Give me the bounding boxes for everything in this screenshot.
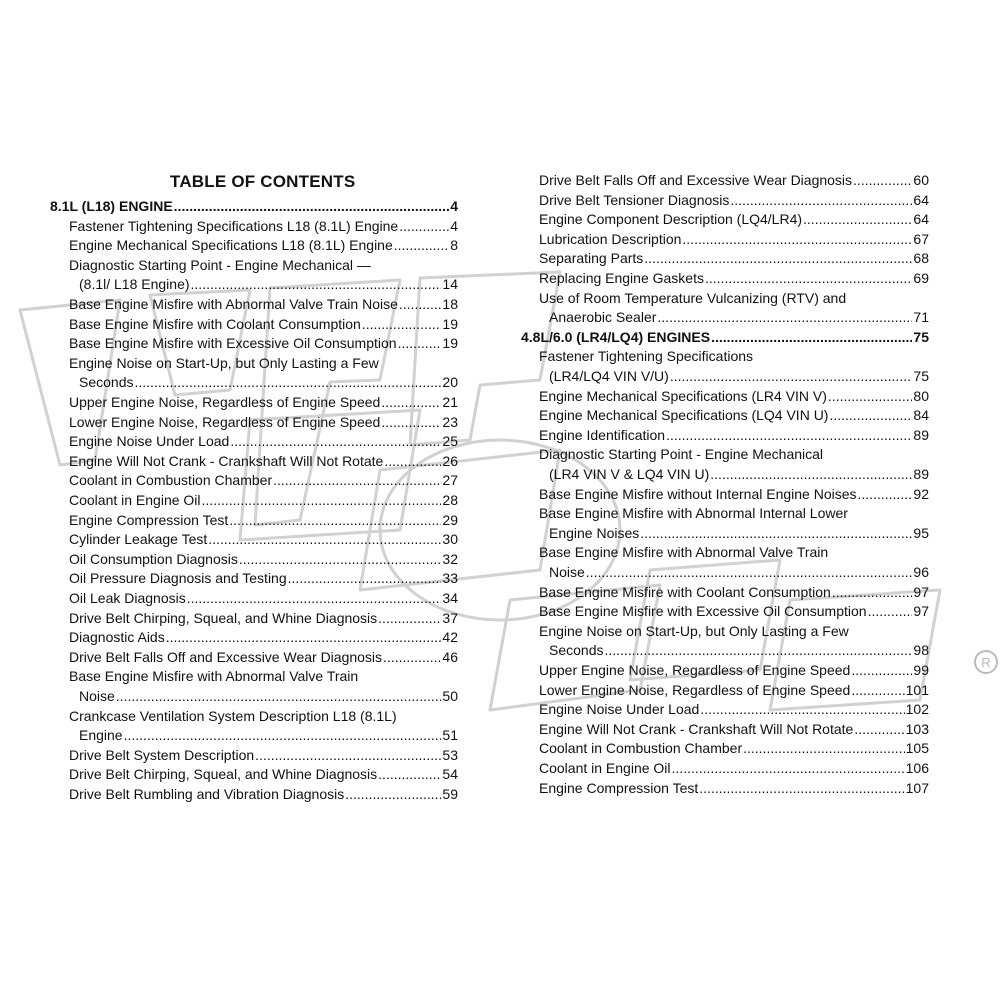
toc-entry <box>50 569 458 589</box>
toc-entry <box>50 471 458 491</box>
toc-entry <box>521 543 929 582</box>
toc-entry-title: Drive Belt System Description <box>69 746 255 763</box>
toc-leader-dots <box>604 641 912 661</box>
toc-page-number: 102 <box>905 701 929 718</box>
toc-page-number: 99 <box>913 662 929 678</box>
toc-leader-dots <box>644 249 912 269</box>
toc-leader-dots <box>858 485 913 505</box>
toc-leader-dots <box>394 236 449 256</box>
toc-page-number: 106 <box>905 760 929 776</box>
toc-page-number: 20 <box>442 374 458 391</box>
toc-page-number: 97 <box>913 583 929 600</box>
toc-leader-dots <box>134 373 441 393</box>
toc-leader-dots <box>208 530 441 550</box>
toc-leader-dots <box>666 426 912 446</box>
toc-entry <box>50 648 458 668</box>
toc-page-number: 4 <box>450 198 458 214</box>
toc-entry <box>521 210 929 230</box>
toc-entry <box>50 785 458 805</box>
toc-page-number: 27 <box>442 472 458 489</box>
toc-entry-title: Replacing Engine Gaskets <box>539 270 704 286</box>
toc-page-number: 29 <box>442 511 458 528</box>
toc-leader-dots <box>187 589 442 609</box>
toc-entry-title: Engine Will Not Crank - Crankshaft Will Not Rotate <box>69 452 384 469</box>
toc-leader-dots <box>699 779 904 799</box>
toc-entry-title: Engine Mechanical Specifications (LQ4 VIN U) <box>539 407 829 424</box>
toc-entry <box>521 700 929 720</box>
toc-entry <box>521 739 929 759</box>
toc-entry-title: Base Engine Misfire with Abnormal Valve Train <box>539 544 829 561</box>
toc-entry <box>50 550 458 570</box>
toc-page-number: 8 <box>450 237 458 254</box>
toc-entry <box>521 249 929 269</box>
toc-entry-title: Oil Leak Diagnosis <box>69 590 186 606</box>
toc-page-number: 25 <box>442 433 458 450</box>
toc-entry-title: Use of Room Temperature Vulcanizing (RTV) and <box>539 289 847 306</box>
toc-entry-title: Diagnostic Starting Point - Engine Mechanical — <box>69 256 371 273</box>
toc-entry-title: Engine Compression Test <box>69 511 229 528</box>
toc-leader-dots <box>166 628 442 648</box>
toc-entry-title: Drive Belt Tensioner Diagnosis <box>539 191 730 208</box>
toc-entry-title: Base Engine Misfire with Excessive Oil Consumption <box>69 335 397 352</box>
toc-leader-dots <box>255 746 441 766</box>
toc-entry <box>521 602 929 622</box>
toc-leader-dots <box>868 602 913 622</box>
toc-entry-title: Engine Component Description (LQ4/LR4) <box>539 211 803 228</box>
toc-entry <box>521 347 929 386</box>
toc-page-number: 105 <box>905 740 929 757</box>
toc-leader-dots <box>586 563 913 583</box>
toc-entry <box>50 236 458 256</box>
toc-page-number: 84 <box>913 407 929 424</box>
toc-entry-title: Coolant in Engine Oil <box>539 760 671 776</box>
toc-leader-dots <box>670 367 913 387</box>
toc-entry <box>521 681 929 701</box>
toc-leader-dots <box>828 387 913 407</box>
toc-entry-title-cont: Engine <box>79 727 123 744</box>
toc-entry-title: Fastener Tightening Specifications <box>539 348 754 365</box>
toc-leader-dots <box>230 432 441 452</box>
toc-entry-title: Engine Noise Under Load <box>69 433 230 450</box>
toc-page-number: 30 <box>442 531 458 548</box>
toc-page-number: 95 <box>913 524 929 541</box>
toc-entry-title: Separating Parts <box>539 250 644 267</box>
toc-entry-title: Coolant in Combustion Chamber <box>69 472 273 489</box>
toc-entry <box>521 191 929 211</box>
toc-entry-title: Engine Compression Test <box>539 779 699 796</box>
toc-leader-dots <box>384 452 441 472</box>
toc-entry-title: Drive Belt Chirping, Squeal, and Whine Diagnosis <box>69 766 378 783</box>
toc-leader-dots <box>362 315 442 335</box>
toc-entry <box>50 334 458 354</box>
toc-entry-title: Engine Will Not Crank - Crankshaft Will Not Rotate <box>539 720 854 737</box>
toc-leader-dots <box>682 230 912 250</box>
toc-entry-title-cont: Noise <box>549 563 585 580</box>
toc-leader-dots <box>640 524 912 544</box>
toc-page-number: 26 <box>442 452 458 469</box>
toc-entry-title: Lower Engine Noise, Regardless of Engine Speed <box>69 413 381 430</box>
toc-leader-dots <box>730 191 912 211</box>
toc-entry-title-cont: (LR4/LQ4 VIN V/U) <box>549 367 669 384</box>
toc-leader-dots <box>399 217 449 237</box>
toc-page-number: 51 <box>442 727 458 744</box>
toc-entry-title: Cylinder Leakage Test <box>69 531 208 548</box>
toc-leader-dots <box>803 210 912 230</box>
toc-entry <box>521 485 929 505</box>
toc-entry-title-cont: Seconds <box>79 374 134 391</box>
toc-entry-title-cont: Engine Noises <box>549 524 640 541</box>
toc-entry-title: Base Engine Misfire with Abnormal Valve Train Noise <box>69 296 398 312</box>
toc-leader-dots <box>378 609 441 629</box>
toc-entry <box>521 387 929 407</box>
toc-leader-dots <box>829 406 912 426</box>
toc-entry <box>521 426 929 446</box>
toc-page-number: 19 <box>442 315 458 332</box>
toc-page-number: 64 <box>913 191 929 208</box>
toc-entry-title: Engine Identification <box>539 426 666 443</box>
toc-entry-title-cont: (8.1l/ L18 Engine) <box>79 276 190 293</box>
toc-page-number: 68 <box>913 250 929 267</box>
toc-entry-title: Drive Belt Chirping, Squeal, and Whine Diagnosis <box>69 609 378 626</box>
toc-entry-title: Engine Noise on Start-Up, but Only Lasting a Few <box>69 354 379 371</box>
toc-entry <box>521 230 929 250</box>
toc-page-number: 18 <box>442 296 458 312</box>
toc-leader-dots <box>399 295 442 315</box>
toc-page-number: 50 <box>442 687 458 704</box>
toc-entry-title: Coolant in Engine Oil <box>69 492 201 508</box>
toc-page-number: 54 <box>442 766 458 783</box>
toc-section-heading <box>50 197 458 217</box>
toc-entry-title: Base Engine Misfire with Abnormal Valve Train <box>69 668 359 685</box>
toc-leader-dots <box>116 687 442 707</box>
toc-page-number: 19 <box>442 335 458 352</box>
toc-leader-dots <box>672 759 905 779</box>
toc-page-number: 103 <box>905 720 929 737</box>
toc-page-number: 34 <box>442 590 458 606</box>
toc-entry-title-cont: Noise <box>79 687 115 704</box>
toc-leader-dots <box>398 334 442 354</box>
toc-page-number: 64 <box>913 211 929 228</box>
toc-page-number: 28 <box>442 492 458 508</box>
toc-entry <box>50 511 458 531</box>
toc-leader-dots <box>832 583 913 603</box>
toc-page-number: 37 <box>442 609 458 626</box>
toc-entry <box>50 413 458 433</box>
toc-entry-title: Fastener Tightening Specifications L18 (8.1L) Engine <box>69 217 399 234</box>
toc-leader-dots <box>381 413 441 433</box>
toc-entry-title: Upper Engine Noise, Regardless of Engine Speed <box>69 394 381 410</box>
toc-entry <box>50 354 458 393</box>
toc-page-number: 46 <box>442 648 458 665</box>
toc-entry-title: Drive Belt Falls Off and Excessive Wear Diagnosis <box>539 172 853 188</box>
toc-page-number: 4 <box>450 217 458 234</box>
toc-entry <box>521 171 929 191</box>
toc-entry-title: Crankcase Ventilation System Description L18 (8.1L) <box>69 707 397 724</box>
toc-leader-dots <box>381 393 441 413</box>
toc-entry <box>50 256 458 295</box>
toc-entry <box>50 746 458 766</box>
toc-entry-title: Coolant in Combustion Chamber <box>539 740 743 757</box>
page-title: TABLE OF CONTENTS <box>170 172 356 191</box>
toc-entry <box>50 432 458 452</box>
toc-entry <box>50 589 458 609</box>
toc-page-number: 75 <box>913 328 929 345</box>
toc-entry-title: Base Engine Misfire with Coolant Consumption <box>539 583 831 600</box>
toc-entry <box>521 759 929 779</box>
toc-entry <box>521 661 929 681</box>
toc-entry-title: Drive Belt Falls Off and Excessive Wear Diagnosis <box>69 648 383 665</box>
toc-entry-title: Diagnostic Aids <box>69 629 165 646</box>
toc-page-number: 69 <box>913 270 929 286</box>
toc-page-number: 23 <box>442 413 458 430</box>
toc-entry-title: Base Engine Misfire with Coolant Consumption <box>69 315 361 332</box>
toc-page-number: 80 <box>913 387 929 404</box>
toc-entry <box>50 295 458 315</box>
toc-section-heading <box>521 328 929 348</box>
toc-entry-title: Lower Engine Noise, Regardless of Engine Speed <box>539 681 851 698</box>
toc-section-title: 8.1L (L18) ENGINE <box>50 198 173 214</box>
toc-leader-dots <box>853 171 912 191</box>
toc-page-number: 59 <box>442 786 458 802</box>
toc-leader-dots <box>202 491 442 511</box>
toc-entry-title: Base Engine Misfire with Excessive Oil Consumption <box>539 603 867 620</box>
toc-entry-title: Engine Mechanical Specifications (LR4 VIN V) <box>539 387 827 404</box>
toc-leader-dots <box>273 471 441 491</box>
toc-entry-title: Diagnostic Starting Point - Engine Mechanical <box>539 446 824 463</box>
toc-page-number: 33 <box>442 570 458 587</box>
toc-entry-title: Upper Engine Noise, Regardless of Engine Speed <box>539 662 851 678</box>
toc-leader-dots <box>345 785 441 805</box>
toc-entry-title: Base Engine Misfire with Abnormal Internal Lower <box>539 505 848 522</box>
toc-entry <box>50 217 458 237</box>
toc-page-number: 101 <box>905 681 929 698</box>
toc-entry-title: Engine Noise on Start-Up, but Only Lasting a Few <box>539 622 849 639</box>
toc-entry-title: Lubrication Description <box>539 230 682 247</box>
toc-leader-dots <box>710 465 912 485</box>
toc-page-number: 32 <box>442 550 458 567</box>
toc-entry <box>50 315 458 335</box>
toc-page-number: 71 <box>913 309 929 326</box>
toc-page-number: 67 <box>913 230 929 247</box>
toc-leader-dots <box>229 511 441 531</box>
toc-entry <box>50 628 458 648</box>
toc-page-number: 96 <box>913 563 929 580</box>
toc-entry <box>521 504 929 543</box>
toc-leader-dots <box>239 550 442 570</box>
toc-leader-dots <box>174 197 450 217</box>
toc-page-number: 14 <box>442 276 458 293</box>
toc-entry-title-cont: Anaerobic Sealer <box>549 309 657 326</box>
toc-entry <box>521 583 929 603</box>
toc-entry <box>50 765 458 785</box>
toc-entry-title-cont: Seconds <box>549 642 604 659</box>
toc-section-title: 4.8L/6.0 (LR4/LQ4) ENGINES <box>521 328 711 345</box>
toc-leader-dots <box>705 269 912 289</box>
toc-entry <box>50 530 458 550</box>
toc-entry <box>50 491 458 511</box>
toc-page-number: 98 <box>913 642 929 659</box>
toc-leader-dots <box>711 328 912 348</box>
toc-entry <box>50 609 458 629</box>
toc-leader-dots <box>378 765 441 785</box>
toc-leader-dots <box>854 720 904 740</box>
toc-entry <box>521 269 929 289</box>
toc-entry <box>521 720 929 740</box>
toc-entry-title: Oil Consumption Diagnosis <box>69 550 238 567</box>
toc-entry <box>521 406 929 426</box>
toc-leader-dots <box>700 700 904 720</box>
toc-page-number: 97 <box>913 603 929 620</box>
toc-entry-title: Drive Belt Rumbling and Vibration Diagnosis <box>69 786 345 802</box>
toc-entry <box>521 445 929 484</box>
toc-page-number: 92 <box>913 485 929 502</box>
toc-entry-title-cont: (LR4 VIN V & LQ4 VIN U) <box>549 465 710 482</box>
toc-entry-title: Engine Noise Under Load <box>539 701 700 718</box>
toc-entry <box>50 393 458 413</box>
svg-text:R: R <box>981 655 991 670</box>
toc-page-number: 60 <box>913 172 929 188</box>
toc-leader-dots <box>657 308 912 328</box>
toc-entry <box>50 452 458 472</box>
toc-leader-dots <box>851 681 904 701</box>
toc-page-number: 107 <box>905 779 929 796</box>
toc-entry <box>521 622 929 661</box>
toc-leader-dots <box>288 569 442 589</box>
toc-entry <box>50 667 458 706</box>
toc-page-number: 53 <box>442 746 458 763</box>
toc-entry-title: Engine Mechanical Specifications L18 (8.1L) Engine <box>69 237 393 254</box>
toc-entry <box>521 779 929 799</box>
toc-leader-dots <box>743 739 905 759</box>
toc-leader-dots <box>851 661 912 681</box>
toc-leader-dots <box>383 648 441 668</box>
toc-leader-dots <box>191 275 442 295</box>
toc-page-number: 75 <box>913 367 929 384</box>
toc-entry-title: Oil Pressure Diagnosis and Testing <box>69 570 287 587</box>
toc-page-number: 89 <box>913 426 929 443</box>
toc-page-number: 89 <box>913 465 929 482</box>
toc-leader-dots <box>124 726 442 746</box>
toc-entry <box>50 707 458 746</box>
toc-entry-title: Base Engine Misfire without Internal Engine Noises <box>539 485 857 502</box>
toc-entry <box>521 289 929 328</box>
toc-page-number: 21 <box>442 394 458 410</box>
toc-page-number: 42 <box>442 629 458 646</box>
